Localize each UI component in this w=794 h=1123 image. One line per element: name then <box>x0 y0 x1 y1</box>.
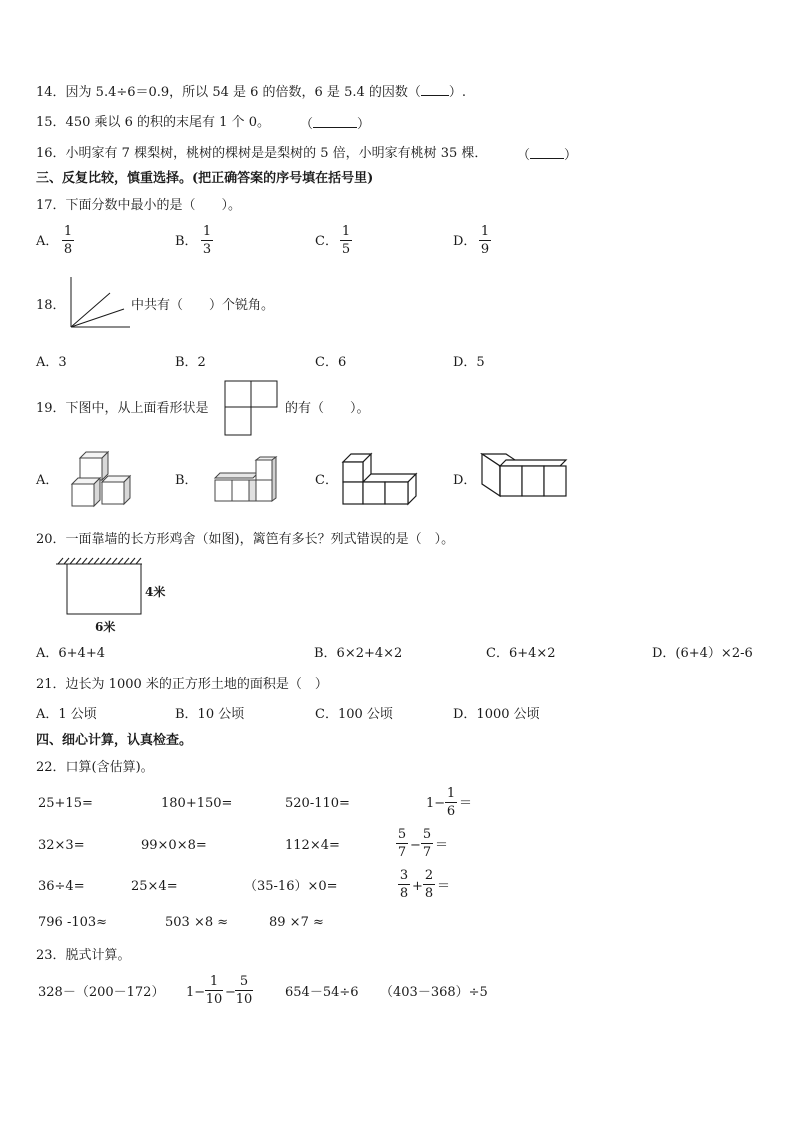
calc-fraction: 5 7 <box>397 827 407 860</box>
calc-item: （403－368）÷5 <box>380 985 488 1000</box>
q20-option-c[interactable]: C．6+4×2 <box>486 646 556 661</box>
q16-answer <box>517 146 577 164</box>
q19-option-b-label[interactable]: B． <box>175 473 198 488</box>
calc-item: 112×4= <box>285 838 340 853</box>
calc-item: 89 ×7 ≈ <box>269 915 324 930</box>
calc-item-fraction-pre: 1− <box>426 796 446 811</box>
q17-option-d-fraction: 1 9 <box>480 224 490 257</box>
q17-option-a-fraction: 1 8 <box>63 224 73 257</box>
calc-fraction: 2 8 <box>424 868 434 901</box>
q15-open-paren: （ <box>300 117 314 132</box>
answer-blank[interactable] <box>530 146 564 159</box>
q17-option-b-label[interactable]: B． <box>175 234 198 249</box>
equals-sign: ＝ <box>437 879 451 894</box>
q14-tail: ）. <box>448 85 467 100</box>
q19-option-a-label[interactable]: A． <box>36 473 59 488</box>
q19-option-d-label[interactable]: D． <box>453 473 477 488</box>
coop-width-label: 6米 <box>95 620 116 634</box>
question-18-stem: 中共有（ ）个锐角。 <box>131 298 275 313</box>
q21-option-b[interactable]: B．10 公顷 <box>175 707 245 722</box>
q14-text: 14．因为 5.4÷6＝0.9，所以 54 是 6 的倍数，6 是 5.4 的因数（ <box>36 85 421 100</box>
calc-item: 180+150= <box>161 796 233 811</box>
equals-sign: ＝ <box>459 796 473 811</box>
calc-item: 503 ×8 ≈ <box>165 915 229 930</box>
question-20-stem: 20．一面靠墙的长方形鸡舍（如图)，篱笆有多长？列式错误的是（ ）。 <box>36 532 455 547</box>
minus-sign: − <box>225 985 236 1000</box>
q19-option-c-label[interactable]: C． <box>315 473 338 488</box>
calc-item: 328－（200－172） <box>38 985 165 1000</box>
q18-option-c[interactable]: C．6 <box>315 355 347 370</box>
question-14 <box>36 83 466 101</box>
question-19-stem-pre: 19．下图中，从上面看形状是 <box>36 401 209 416</box>
q19-option-b-cubes <box>212 456 280 504</box>
calc-item: 32×3= <box>38 838 85 853</box>
calc-item: （35-16）×0= <box>244 879 338 894</box>
question-16 <box>36 146 487 162</box>
q17-option-c-fraction: 1 5 <box>341 224 351 257</box>
q15-text: 15．450 乘以 6 的积的末尾有 1 个 0。 <box>36 115 270 130</box>
q15-close-paren: ） <box>357 117 371 132</box>
q16-open-paren: （ <box>517 148 531 163</box>
q21-option-a[interactable]: A．1 公顷 <box>36 707 97 722</box>
chicken-coop-figure <box>54 558 144 616</box>
q17-option-a-label[interactable]: A． <box>36 234 59 249</box>
calc-item: 796 -103≈ <box>38 915 108 930</box>
question-23-stem: 23．脱式计算。 <box>36 948 131 963</box>
q17-option-b-fraction: 1 3 <box>202 224 212 257</box>
q18-option-d[interactable]: D．5 <box>453 355 485 370</box>
q21-option-c[interactable]: C．100 公顷 <box>315 707 393 722</box>
section-3-title: 三、反复比较，慎重选择。(把正确答案的序号填在括号里) <box>36 171 374 186</box>
answer-blank[interactable] <box>421 83 449 96</box>
q20-option-a[interactable]: A．6+4+4 <box>36 646 105 661</box>
calc-item: 520-110= <box>285 796 350 811</box>
minus-sign: − <box>410 838 421 853</box>
q16-close-paren: ） <box>564 148 578 163</box>
question-15 <box>36 115 270 131</box>
calc-fraction: 5 7 <box>422 827 432 860</box>
question-18-number: 18． <box>36 298 66 313</box>
q15-answer <box>300 115 370 133</box>
calc-item: 25×4= <box>131 879 178 894</box>
q19-option-d-cubes <box>480 452 570 502</box>
coop-height-label: 4米 <box>145 585 166 599</box>
calc-fraction: 1 6 <box>446 786 456 819</box>
calc-item: 36÷4= <box>38 879 85 894</box>
question-19-stem-post: 的有（ ）。 <box>285 401 370 416</box>
question-17-stem: 17．下面分数中最小的是（ ）。 <box>36 198 242 213</box>
q17-option-d-label[interactable]: D． <box>453 234 477 249</box>
q20-option-d[interactable]: D．(6+4）×2-6 <box>652 646 753 661</box>
question-21-stem: 21．边长为 1000 米的正方形土地的面积是（ ） <box>36 677 328 692</box>
q16-text: 16．小明家有 7 棵梨树，桃树的棵树是是梨树的 5 倍，小明家有桃树 35 棵． <box>36 146 488 161</box>
calc-fraction: 5 10 <box>235 974 253 1007</box>
calc-item: 99×0×8= <box>141 838 207 853</box>
plus-sign: + <box>412 879 423 894</box>
q18-option-b[interactable]: B．2 <box>175 355 206 370</box>
calc-item: 654－54÷6 <box>285 985 359 1000</box>
q17-option-c-label[interactable]: C． <box>315 234 338 249</box>
section-4-title: 四、细心计算，认真检查。 <box>36 733 193 748</box>
top-view-shape-figure <box>224 380 280 438</box>
answer-blank[interactable] <box>313 115 357 128</box>
calc-fraction: 3 8 <box>399 868 409 901</box>
question-22-stem: 22．口算(含估算)。 <box>36 760 154 775</box>
calc-item-fraction-pre: 1− <box>186 985 206 1000</box>
equals-sign: ＝ <box>435 838 449 853</box>
calc-fraction: 1 10 <box>205 974 223 1007</box>
calc-item: 25+15= <box>38 796 93 811</box>
acute-angles-figure <box>68 275 132 331</box>
q21-option-d[interactable]: D．1000 公顷 <box>453 707 540 722</box>
q19-option-a-cubes <box>70 450 134 508</box>
q20-option-b[interactable]: B．6×2+4×2 <box>314 646 403 661</box>
q18-option-a[interactable]: A．3 <box>36 355 67 370</box>
q19-option-c-cubes <box>340 450 420 506</box>
